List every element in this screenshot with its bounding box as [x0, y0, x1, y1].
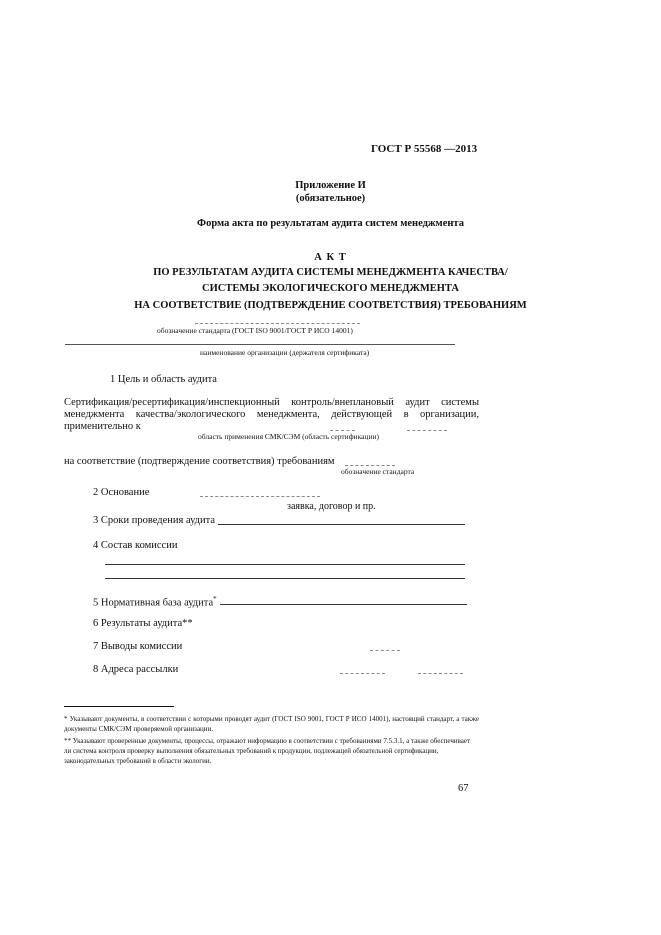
- caption-standard: обозначение стандарта (ГОСТ ISO 9001/ГОСТ Р ИСО 14001): [157, 326, 353, 335]
- caption-organization: наименование организации (держателя сертификата): [200, 348, 370, 357]
- section2-title: 2 Основание: [93, 487, 150, 498]
- act-word: А К Т: [314, 252, 347, 263]
- act-heading-line2: СИСТЕМЫ ЭКОЛОГИЧЕСКОГО МЕНЕДЖМЕНТА: [202, 283, 459, 294]
- footnote-2: ** Указывают проверенные документы, процессы, отражают информацию в соответствии с требованиями 7.5.3.1, а также обеспечивает ли система контроля проверку выполнения обязательных требований к продукции, подлежащей обязательной сертификации, законодательных требований в области экологии.: [64, 737, 471, 765]
- standard-blank-line: [195, 323, 360, 324]
- section1-line2: менеджмента качества/экологического менеджмента, действующей в организации,: [64, 409, 479, 420]
- scope-blank-mark-a: [330, 430, 355, 431]
- organization-blank-line: [65, 344, 455, 345]
- compliance-line: на соответствие (подтверждение соответствия) требованиям: [64, 456, 335, 467]
- conclusions-blank-mark: [370, 650, 400, 651]
- section5-title: [93, 595, 217, 609]
- section1-line1: Сертификация/ресертификация/инспекционный контроль/внеплановый аудит системы: [64, 397, 479, 408]
- normative-basis-blank-line: [220, 604, 467, 605]
- scope-blank-mark-b: [407, 430, 447, 431]
- distribution-blank-mark-a: [340, 673, 385, 674]
- footnote-1: * Указывают документы, в соответствии с которыми проводят аудит (ГОСТ ISO 9001, ГОСТ Р ИСО 14001), настоящий стандарт, а также документы СМК/СЭМ проверяемой организации.: [64, 715, 479, 733]
- commission-blank-line-2: [105, 578, 465, 579]
- caption-scope: область применения СМК/СЭМ (область сертификации): [198, 432, 379, 441]
- form-title: Форма акта по результатам аудита систем менеджмента: [197, 218, 464, 229]
- section5-label: 5 Нормативная база аудита: [93, 597, 214, 609]
- act-heading-line3: НА СООТВЕТСТВИЕ (ПОДТВЕРЖДЕНИЕ СООТВЕТСТВИЯ) ТРЕБОВАНИЯМ: [134, 300, 527, 311]
- page-number: 67: [458, 783, 469, 794]
- section1-line3: применительно к: [64, 421, 141, 432]
- caption-compliance-standard: обозначение стандарта: [341, 467, 415, 476]
- section6-title: 6 Результаты аудита**: [93, 618, 193, 629]
- act-heading-line1: ПО РЕЗУЛЬТАТАМ АУДИТА СИСТЕМЫ МЕНЕДЖМЕНТА КАЧЕСТВА/: [153, 267, 508, 278]
- section7-title: 7 Выводы комиссии: [93, 641, 183, 652]
- appendix-title: Приложение И: [295, 180, 366, 191]
- section5-footnote-mark: *: [213, 595, 217, 603]
- standard-designation: ГОСТ Р 55568 —2013: [371, 143, 478, 155]
- commission-blank-line-1: [105, 564, 465, 565]
- compliance-standard-blank: [345, 465, 395, 466]
- footnote-separator: [64, 706, 174, 707]
- dates-blank-line: [218, 524, 465, 525]
- section1-title: 1 Цель и область аудита: [110, 374, 217, 385]
- section8-title: 8 Адреса рассылки: [93, 664, 179, 675]
- distribution-blank-mark-b: [418, 673, 463, 674]
- appendix-status: (обязательное): [295, 193, 366, 204]
- section3-title: 3 Сроки проведения аудита: [93, 515, 216, 526]
- section4-title: 4 Состав комиссии: [93, 540, 178, 551]
- basis-blank-line: [200, 496, 320, 497]
- caption-basis: заявка, договор и пр.: [287, 501, 376, 512]
